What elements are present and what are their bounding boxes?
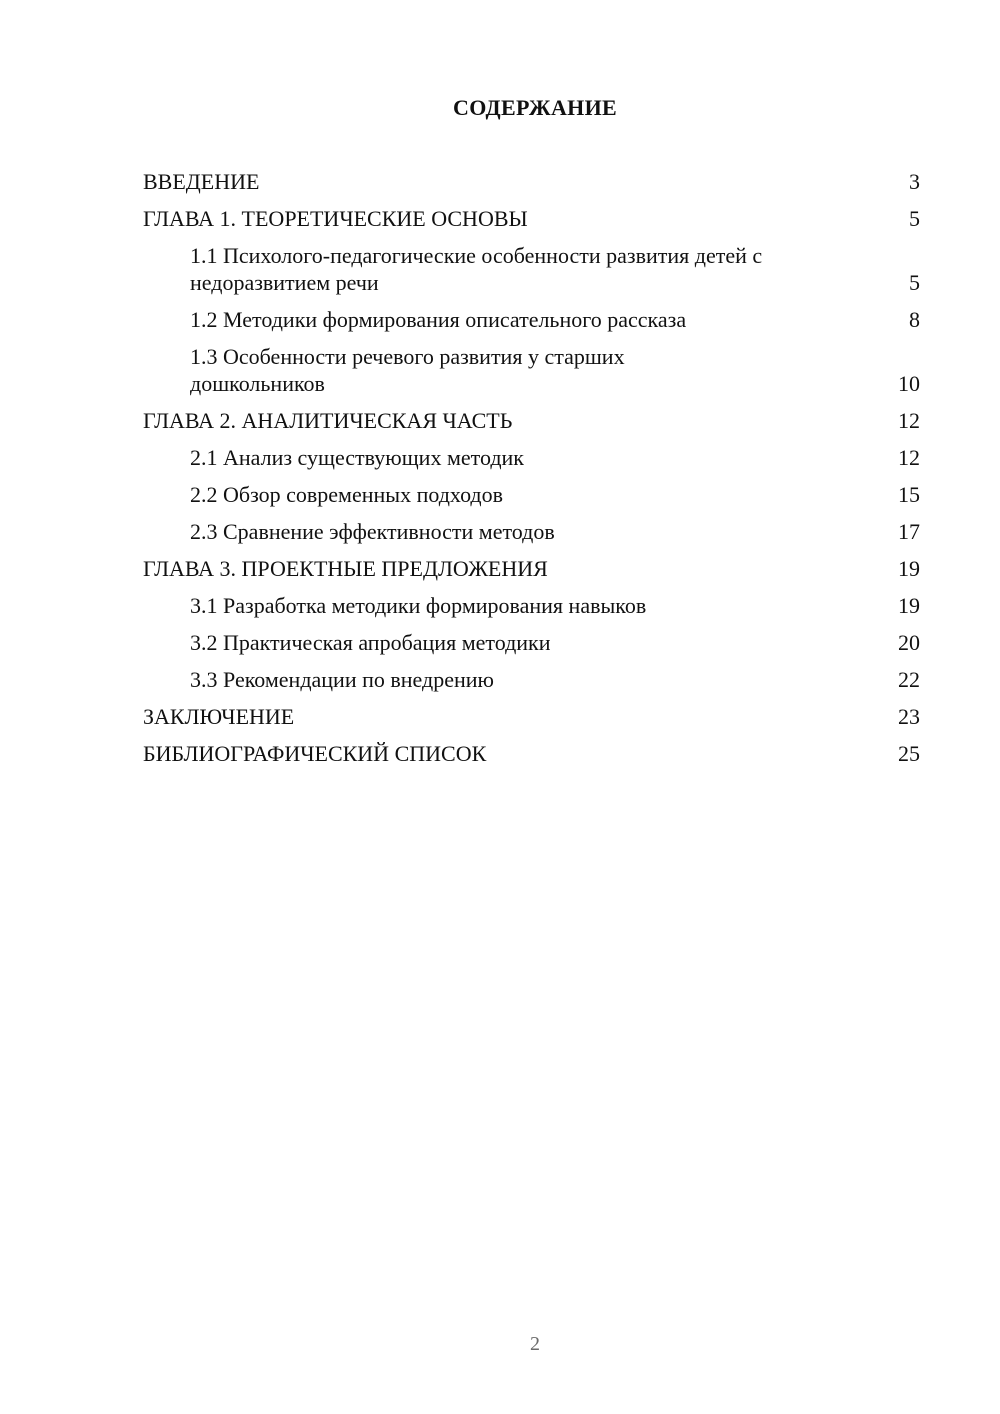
toc-entry-label: 2.3 Сравнение эффективности методов [190,519,555,544]
toc-entry-page: 23 [898,704,920,729]
toc-entry-label: 2.1 Анализ существующих методик [190,445,524,470]
toc-entry-page: 10 [898,371,920,396]
toc-entry-label: ГЛАВА 2. АНАЛИТИЧЕСКАЯ ЧАСТЬ [143,408,513,433]
toc-entry-introduction [143,168,920,195]
toc-entry-page: 12 [898,445,920,470]
toc-entry-section-1-1 [143,242,920,296]
toc-entry-label: ГЛАВА 1. ТЕОРЕТИЧЕСКИЕ ОСНОВЫ [143,206,528,231]
toc-entry-label: 1.2 Методики формирования описательного рассказа [190,307,687,332]
toc-entry-page: 19 [898,556,920,581]
toc-entry-section-2-3 [143,518,920,545]
page-title: СОДЕРЖАНИЕ [453,95,617,120]
toc-entry-label: ЗАКЛЮЧЕНИЕ [143,704,295,729]
toc-entry-section-2-1 [143,444,920,471]
toc-entry-label: ГЛАВА 3. ПРОЕКТНЫЕ ПРЕДЛОЖЕНИЯ [143,556,548,581]
toc-entry-section-1-2 [143,306,920,333]
toc-entry-page: 8 [909,307,920,332]
toc-entry-label: 3.1 Разработка методики формирования навыков [190,593,647,618]
toc-entry-page: 5 [909,270,920,295]
page-number: 2 [530,1333,540,1355]
toc-entry-page: 19 [898,593,920,618]
toc-entry-label: 2.2 Обзор современных подходов [190,482,504,507]
toc-entry-label: ВВЕДЕНИЕ [143,169,260,194]
toc-entry-label: 1.1 Психолого-педагогические особенности развития детей с недоразвитием речи [190,243,763,295]
toc-entry-bibliography [143,740,920,767]
toc-entry-page: 17 [898,519,920,544]
toc-entry-page: 5 [909,206,920,231]
toc-entry-section-2-2 [143,481,920,508]
toc-entry-chapter-2 [143,407,920,434]
toc-entry-page: 15 [898,482,920,507]
toc-entry-section-3-2 [143,629,920,656]
toc-entry-page: 25 [898,741,920,766]
toc-entry-section-1-3 [143,343,920,397]
toc-entry-chapter-1 [143,205,920,232]
table-of-contents [143,168,920,777]
toc-entry-section-3-3 [143,666,920,693]
toc-entry-conclusion [143,703,920,730]
toc-entry-chapter-3 [143,555,920,582]
toc-entry-page: 3 [909,169,920,194]
toc-entry-page: 20 [898,630,920,655]
toc-entry-label: 3.3 Рекомендации по внедрению [190,667,494,692]
toc-entry-label: 1.3 Особенности речевого развития у старших дошкольников [190,344,625,396]
toc-entry-page: 22 [898,667,920,692]
toc-entry-label: 3.2 Практическая апробация методики [190,630,551,655]
toc-entry-page: 12 [898,408,920,433]
toc-entry-label: БИБЛИОГРАФИЧЕСКИЙ СПИСОК [143,741,487,766]
toc-entry-section-3-1 [143,592,920,619]
